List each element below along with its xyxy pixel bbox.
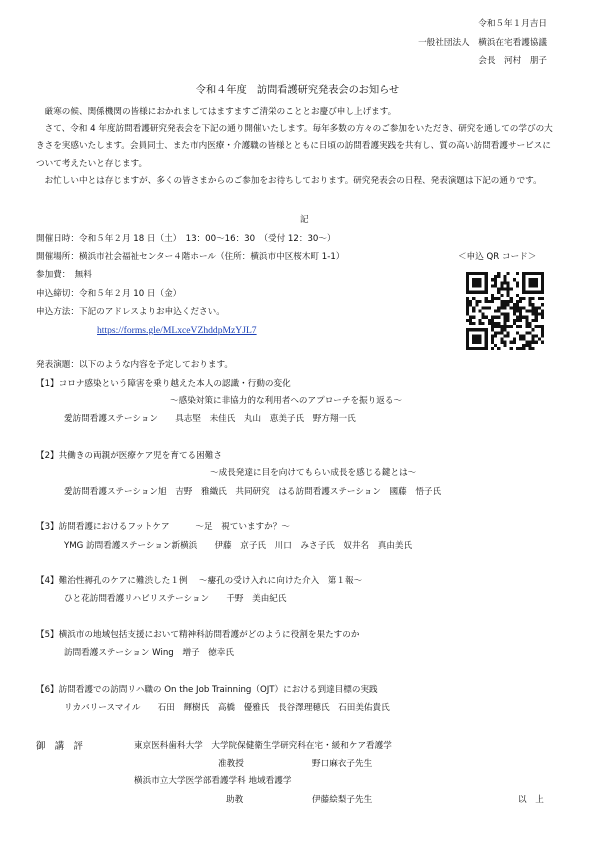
greeting-paragraph: 厳寒の候、関係機関の皆様におかれましてはますますご清栄のこととお慶び申し上げます。 (36, 107, 397, 117)
presentation-1-authors: 愛訪問看護ステーション 具志堅 未佳氏 丸山 恵美子氏 野方翔一氏 (64, 414, 356, 424)
application-deadline: 申込締切：令和５年２月 10 日（金） (36, 289, 182, 299)
reviewer-1-affiliation: 東京医科歯科大学 大学院保健衛生学研究科在宅・緩和ケア看護学 (134, 741, 392, 751)
reviewer-2-affiliation: 横浜市立大学医学部看護学科 地域看護学 (134, 776, 292, 786)
reviewer-1-title: 准教授 (218, 759, 244, 769)
presentation-4-authors: ひと花訪問看護リハビリステーション 千野 美由紀氏 (64, 594, 287, 604)
event-venue: 開催場所：横浜市社会福祉センター４階ホール（住所：横浜市中区桜木町 1-1） (36, 252, 345, 262)
application-method: 申込方法：下記のアドレスよりお申込ください。 (36, 307, 225, 317)
presentation-2-subtitle: ～成長発達に目を向けてもらい成長を感じる鍵とは～ (210, 468, 417, 478)
qr-code-image[interactable] (466, 272, 544, 350)
event-fee: 参加費： 無料 (36, 270, 92, 280)
presentation-6-title: 【6】訪問看護での訪問リハ職の On the Job Trainning（OJT）における到達目標の実践 (36, 685, 378, 695)
reviewer-1-name: 野口麻衣子先生 (312, 759, 373, 769)
event-datetime: 開催日時：令和５年２月 18 日（土） 13：00～16：30 （受付 12：30～） (36, 234, 336, 244)
presentation-1-subtitle: ～感染対策に非協力的な利用者へのアプローチを振り返る～ (170, 396, 403, 406)
issue-date: 令和５年１月吉日 (478, 19, 547, 29)
closing-mark: 以 上 (518, 795, 544, 805)
presentation-2-authors: 愛訪問看護ステーション旭 吉野 雅織氏 共同研究 はる訪問看護ステーション 國藤 悟子氏 (64, 487, 442, 497)
application-form-link[interactable]: https://forms.gle/MLxceVZhddpMzYJL7 (97, 325, 257, 336)
intro-paragraph: さて、令和 4 年度訪問看護研究発表会を下記の通り開催いたします。毎年多数の方々のご参加をいただき、研究を通しての学びの大きさを実感いたします。会員同士、また市内医療・介護職の皆様とともに日頃の訪問看護実践を共有し、質の高い訪問看護サービスについて考えたいと存じます。 (36, 124, 553, 169)
qr-label: ＜申込 QR コード＞ (458, 252, 537, 262)
presentations-intro: 発表演題：以下のような内容を予定しております。 (36, 360, 233, 370)
reviewer-2-title: 助教 (226, 795, 244, 805)
reviewer-2-name: 伊藤絵梨子先生 (312, 795, 373, 805)
organization-name: 一般社団法人 横浜在宅看護協議 (418, 38, 547, 48)
chairperson: 会長 河村 朋子 (478, 56, 547, 66)
presentation-1-title: 【1】コロナ感染という障害を乗り越えた本人の認識・行動の変化 (36, 379, 291, 389)
presentation-5-title: 【5】横浜市の地域包括支援において精神科訪問看護がどのように役割を果たすのか (36, 630, 360, 640)
presentation-5-authors: 訪問看護ステーション Wing 増子 徳幸氏 (64, 648, 234, 658)
reviewers-label: 御 講 評 (36, 741, 83, 752)
presentation-4-title: 【4】難治性褥孔のケアに難渋した１例 ～瘻孔の受け入れに向けた介入 第１報～ (36, 576, 363, 586)
ki-heading: 記 (300, 215, 309, 225)
presentation-3-title: 【3】訪問看護におけるフットケア ～足 視ていますか？～ (36, 522, 290, 532)
invitation-paragraph: お忙しい中とは存じますが、多くの皆さまからのご参加をお待ちしております。研究発表会の日程、発表演題は下記の通りです。 (36, 176, 542, 186)
presentation-2-title: 【2】共働きの両親が医療ケア児を育てる困難さ (36, 451, 222, 461)
presentation-6-authors: リカバリースマイル 石田 輝樹氏 高橋 優雅氏 長谷澤理穂氏 石田美佑貴氏 (64, 703, 390, 713)
page-title: 令和４年度 訪問看護研究発表会のお知らせ (195, 85, 400, 96)
presentation-3-authors: YMG 訪問看護ステーション新横浜 伊藤 京子氏 川口 みさ子氏 奴井名 真由美氏 (64, 541, 413, 551)
